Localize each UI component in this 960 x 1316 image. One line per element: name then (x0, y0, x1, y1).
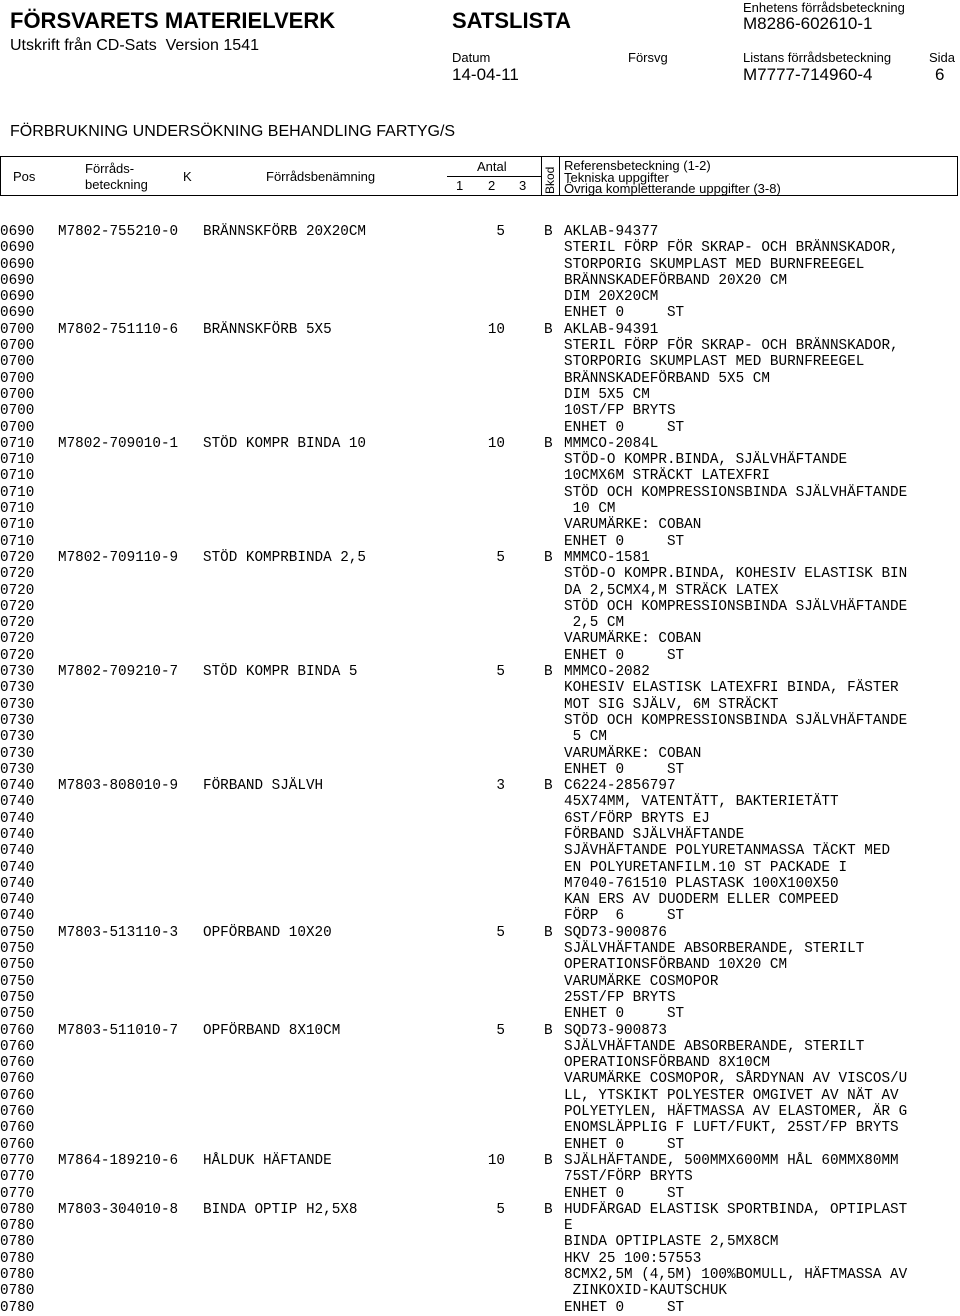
row-pos: 0710 (0, 484, 35, 501)
row-pos: 0730 (0, 696, 35, 713)
column-header (0, 156, 958, 196)
row-pos: 0740 (0, 843, 35, 860)
row-pos: 0700 (0, 370, 35, 387)
row-reference: 5 CM (564, 729, 607, 746)
row-bkod: B (544, 778, 553, 795)
list-row (0, 1104, 960, 1120)
list-row (0, 876, 960, 892)
row-reference: 10ST/FP BRYTS (564, 403, 676, 420)
row-bkod: B (544, 549, 553, 566)
row-bkod: B (544, 1152, 553, 1169)
list-row (0, 941, 960, 957)
row-pos: 0700 (0, 419, 35, 436)
row-reference: ENHET 0 ST (564, 305, 685, 322)
list-row (0, 452, 960, 468)
row-reference: VARUMÄRKE COSMOPOR (564, 973, 719, 990)
list-row (0, 1186, 960, 1202)
row-pos: 0740 (0, 826, 35, 843)
row-pos: 0720 (0, 631, 35, 648)
row-reference: OPERATIONSFÖRBAND 8X10CM (564, 1055, 770, 1072)
list-row (0, 860, 960, 876)
list-row (0, 762, 960, 778)
row-pos: 0710 (0, 501, 35, 518)
row-pos: 0700 (0, 354, 35, 371)
row-quantity: 5 (496, 1201, 505, 1218)
row-reference: STORPORIG SKUMPLAST MED BURNFREEGEL (564, 256, 865, 273)
row-reference: STÖD OCH KOMPRESSIONSBINDA SJÄLVHÄFTANDE (564, 712, 908, 729)
row-bkod: B (544, 924, 553, 941)
row-pos: 0720 (0, 615, 35, 632)
row-pos: 0780 (0, 1250, 35, 1267)
row-quantity: 10 (487, 1152, 505, 1169)
col-ref-1: Referensbeteckning (1-2) (564, 158, 711, 173)
list-row (0, 224, 960, 240)
row-pos: 0770 (0, 1169, 35, 1186)
list-row (0, 1023, 960, 1039)
row-quantity: 5 (496, 1022, 505, 1039)
list-row (0, 420, 960, 436)
row-item-id: M7803-304010-8 (58, 1201, 179, 1218)
list-row (0, 322, 960, 338)
page-number: 6 (935, 65, 945, 84)
list-row (0, 403, 960, 419)
row-item-id: M7802-709210-7 (58, 664, 179, 681)
row-quantity: 5 (496, 224, 505, 240)
row-pos: 0780 (0, 1201, 35, 1218)
row-reference: BRÄNNSKADEFÖRBAND 20X20 CM (564, 272, 788, 289)
row-reference: BINDA OPTIPLASTE 2,5MX8CM (564, 1234, 779, 1251)
row-pos: 0740 (0, 859, 35, 876)
list-row (0, 273, 960, 289)
row-pos: 0690 (0, 256, 35, 273)
list-row (0, 925, 960, 941)
row-reference: STÖD OCH KOMPRESSIONSBINDA SJÄLVHÄFTANDE (564, 484, 908, 501)
row-item-name: STÖD KOMPRBINDA 2,5 (203, 549, 367, 566)
row-pos: 0740 (0, 908, 35, 925)
row-pos: 0740 (0, 810, 35, 827)
row-quantity: 5 (496, 664, 505, 681)
row-reference: SJÄVHÄFTANDE POLYURETANMASSA TÄCKT MED (564, 843, 891, 860)
row-pos: 0730 (0, 712, 35, 729)
list-row (0, 436, 960, 452)
row-item-name: STÖD KOMPR BINDA 10 (203, 435, 367, 452)
list-row (0, 240, 960, 256)
date-label: Datum (452, 50, 491, 65)
list-row (0, 1169, 960, 1185)
row-reference: FÖRBAND SJÄLVHÄFTANDE (564, 826, 745, 843)
row-reference: ENOMSLÄPPLIG F LUFT/FUKT, 25ST/FP BRYTS (564, 1120, 899, 1137)
row-item-name: BINDA OPTIP H2,5X8 (203, 1201, 358, 1218)
col-pos: Pos (13, 169, 36, 184)
list-row (0, 892, 960, 908)
row-reference: HUDFÄRGAD ELASTISK SPORTBINDA, OPTIPLAST (564, 1201, 908, 1218)
row-pos: 0700 (0, 386, 35, 403)
row-pos: 0690 (0, 224, 35, 240)
row-pos: 0770 (0, 1152, 35, 1169)
col-name: Förrådsbenämning (266, 169, 376, 184)
row-pos: 0750 (0, 973, 35, 990)
row-pos: 0780 (0, 1283, 35, 1300)
list-row (0, 990, 960, 1006)
row-reference: ENHET 0 ST (564, 533, 685, 550)
list-row (0, 1153, 960, 1169)
list-row (0, 1137, 960, 1153)
row-reference: 6ST/FÖRP BRYTS EJ (564, 810, 710, 827)
row-pos: 0700 (0, 338, 35, 355)
row-reference: VARUMÄRKE COSMOPOR, SÅRDYNAN AV VISCOS/U (564, 1071, 908, 1088)
list-row (0, 517, 960, 533)
row-reference: ZINKOXID-KAUTSCHUK (564, 1283, 728, 1300)
list-row (0, 1006, 960, 1022)
list-row (0, 974, 960, 990)
list-row (0, 257, 960, 273)
row-reference: MOT SIG SJÄLV, 6M STRÄCKT (564, 696, 779, 713)
row-reference: SJÄLVHÄFTANDE ABSORBERANDE, STERILT (564, 941, 865, 958)
list-row (0, 354, 960, 370)
row-reference: DA 2,5CMX4,M STRÄCK LATEX (564, 582, 779, 599)
row-item-id: M7802-709010-1 (58, 435, 179, 452)
row-reference: SQD73-900873 (564, 1022, 667, 1039)
row-pos: 0730 (0, 729, 35, 746)
row-reference: SJÄLHÄFTANDE, 500MMX600MM HÅL 60MMX80MM (564, 1152, 899, 1169)
list-row (0, 566, 960, 582)
col-antal-3: 3 (519, 178, 527, 193)
row-reference: STERIL FÖRP FÖR SKRAP- OCH BRÄNNSKADOR, (564, 338, 899, 355)
row-item-id: M7802-751110-6 (58, 321, 179, 338)
row-reference: KOHESIV ELASTISK LATEXFRI BINDA, FÄSTER (564, 680, 899, 697)
row-reference: ENHET 0 ST (564, 1299, 685, 1316)
row-bkod: B (544, 1022, 553, 1039)
list-row (0, 908, 960, 924)
row-bkod: B (544, 435, 553, 452)
list-row (0, 713, 960, 729)
row-pos: 0760 (0, 1104, 35, 1121)
row-reference: MMMCO-1581 (564, 549, 650, 566)
row-reference: OPERATIONSFÖRBAND 10X20 CM (564, 957, 788, 974)
col-k: K (183, 169, 192, 184)
row-item-name: STÖD KOMPR BINDA 5 (203, 664, 358, 681)
row-item-id: M7803-511010-7 (58, 1022, 179, 1039)
row-reference: STÖD-O KOMPR.BINDA, SJÄLVHÄFTANDE (564, 452, 848, 469)
page-subtitle: FÖRBRUKNING UNDERSÖKNING BEHANDLING FARTYG/S (10, 123, 456, 140)
list-row (0, 1071, 960, 1087)
list-row (0, 697, 960, 713)
row-bkod: B (544, 224, 553, 240)
row-reference: C6224-2856797 (564, 778, 676, 795)
list-row (0, 387, 960, 403)
row-item-name: OPFÖRBAND 8X10CM (203, 1022, 341, 1039)
bkod-divider-right (559, 157, 560, 195)
list-id: M7777-714960-4 (743, 65, 873, 84)
row-pos: 0760 (0, 1071, 35, 1088)
list-row (0, 648, 960, 664)
row-reference: DIM 20X20CM (564, 289, 659, 306)
row-pos: 0700 (0, 403, 35, 420)
row-reference: MMMCO-2084L (564, 435, 659, 452)
list-row (0, 811, 960, 827)
list-row (0, 534, 960, 550)
row-pos: 0730 (0, 664, 35, 681)
row-pos: 0780 (0, 1299, 35, 1316)
row-pos: 0750 (0, 1006, 35, 1023)
list-row (0, 550, 960, 566)
list-type-title: SATSLISTA (452, 8, 571, 33)
row-reference: AKLAB-94391 (564, 321, 659, 338)
row-reference: BRÄNNSKADEFÖRBAND 5X5 CM (564, 370, 770, 387)
row-reference: VARUMÄRKE: COBAN (564, 517, 702, 534)
row-reference: ENHET 0 ST (564, 761, 685, 778)
row-reference: 45X74MM, VATENTÄTT, BAKTERIETÄTT (564, 794, 839, 811)
row-reference: STORPORIG SKUMPLAST MED BURNFREEGEL (564, 354, 865, 371)
col-bkod: Bkod (543, 166, 557, 194)
row-pos: 0710 (0, 468, 35, 485)
row-reference: DIM 5X5 CM (564, 386, 650, 403)
row-pos: 0760 (0, 1038, 35, 1055)
list-row (0, 1202, 960, 1218)
row-reference: EN POLYURETANFILM.10 ST PACKADE I (564, 859, 848, 876)
row-pos: 0710 (0, 435, 35, 452)
row-pos: 0690 (0, 289, 35, 306)
row-reference: SQD73-900876 (564, 924, 667, 941)
list-row (0, 631, 960, 647)
row-reference: 10CMX6M STRÄCKT LATEXFRI (564, 468, 770, 485)
row-reference: 10 CM (564, 501, 616, 518)
list-row (0, 338, 960, 354)
row-pos: 0770 (0, 1185, 35, 1202)
row-reference: M7040-761510 PLASTASK 100X100X50 (564, 875, 839, 892)
row-reference: KAN ERS AV DUODERM ELLER COMPEED (564, 892, 839, 909)
list-row (0, 1055, 960, 1071)
row-reference: E (564, 1218, 573, 1235)
row-reference: ENHET 0 ST (564, 1136, 685, 1153)
row-item-id: M7803-513110-3 (58, 924, 179, 941)
row-reference: POLYETYLEN, HÄFTMASSA AV ELASTOMER, ÄR G (564, 1104, 908, 1121)
item-list (0, 224, 960, 1316)
row-item-name: OPFÖRBAND 10X20 (203, 924, 332, 941)
unit-id-label: Enhetens förrådsbeteckning (743, 0, 905, 15)
row-reference: FÖRP 6 ST (564, 908, 685, 925)
col-forrads-1: Förråds- (85, 161, 135, 176)
list-row (0, 778, 960, 794)
row-quantity: 3 (496, 778, 505, 795)
row-reference: STERIL FÖRP FÖR SKRAP- OCH BRÄNNSKADOR, (564, 240, 899, 257)
list-row (0, 289, 960, 305)
row-reference: STÖD-O KOMPR.BINDA, KOHESIV ELASTISK BIN (564, 566, 908, 583)
row-item-id: M7802-709110-9 (58, 549, 179, 566)
list-row (0, 468, 960, 484)
unit-id: M8286-602610-1 (743, 14, 873, 33)
row-item-id: M7803-808010-9 (58, 778, 179, 795)
row-pos: 0690 (0, 305, 35, 322)
row-quantity: 5 (496, 924, 505, 941)
list-row (0, 1283, 960, 1299)
list-row (0, 664, 960, 680)
col-antal-2: 2 (488, 178, 496, 193)
row-pos: 0720 (0, 647, 35, 664)
list-row (0, 1234, 960, 1250)
row-pos: 0690 (0, 240, 35, 257)
row-item-name: FÖRBAND SJÄLVH (203, 778, 324, 795)
col-antal: Antal (477, 159, 507, 174)
col-ref-2: Tekniska uppgifter (564, 170, 669, 185)
row-bkod: B (544, 321, 553, 338)
row-reference: ENHET 0 ST (564, 1185, 685, 1202)
list-row (0, 680, 960, 696)
row-reference: LL, YTSKIKT POLYESTER OMGIVET AV NÄT AV (564, 1087, 899, 1104)
row-reference: SJÄLVHÄFTANDE ABSORBERANDE, STERILT (564, 1038, 865, 1055)
list-id-label: Listans förrådsbeteckning (743, 50, 892, 65)
list-row (0, 843, 960, 859)
row-pos: 0740 (0, 875, 35, 892)
row-pos: 0750 (0, 924, 35, 941)
row-pos: 0740 (0, 794, 35, 811)
row-reference: MMMCO-2082 (564, 664, 650, 681)
list-row (0, 1267, 960, 1283)
row-pos: 0710 (0, 533, 35, 550)
list-row (0, 746, 960, 762)
list-row (0, 1251, 960, 1267)
row-reference: 25ST/FP BRYTS (564, 989, 676, 1006)
row-bkod: B (544, 1201, 553, 1218)
row-pos: 0750 (0, 957, 35, 974)
row-reference: 75ST/FÖRP BRYTS (564, 1169, 693, 1186)
list-row (0, 583, 960, 599)
row-pos: 0720 (0, 582, 35, 599)
list-row (0, 957, 960, 973)
list-row (0, 1120, 960, 1136)
list-row (0, 485, 960, 501)
row-pos: 0750 (0, 941, 35, 958)
row-pos: 0780 (0, 1218, 35, 1235)
list-row (0, 615, 960, 631)
row-reference: VARUMÄRKE: COBAN (564, 631, 702, 648)
list-row (0, 305, 960, 321)
list-row (0, 501, 960, 517)
row-pos: 0760 (0, 1087, 35, 1104)
row-pos: 0720 (0, 549, 35, 566)
printout-info: Utskrift från CD-Sats Version 1541 (10, 37, 259, 54)
col-antal-1: 1 (456, 178, 464, 193)
col-ref-3: Övriga kompletterande uppgifter (3-8) (564, 181, 781, 196)
row-reference: AKLAB-94377 (564, 224, 659, 240)
row-pos: 0730 (0, 761, 35, 778)
row-pos: 0760 (0, 1136, 35, 1153)
forsvg-label: Försvg (628, 50, 668, 65)
row-pos: 0760 (0, 1120, 35, 1137)
row-reference: 8CMX2,5M (4,5M) 100%BOMULL, HÄFTMASSA AV (564, 1267, 908, 1283)
list-row (0, 1088, 960, 1104)
row-pos: 0730 (0, 680, 35, 697)
row-reference: HKV 25 100:57553 (564, 1250, 702, 1267)
row-bkod: B (544, 664, 553, 681)
row-quantity: 10 (487, 435, 505, 452)
row-pos: 0710 (0, 517, 35, 534)
row-pos: 0700 (0, 321, 35, 338)
row-pos: 0780 (0, 1234, 35, 1251)
row-quantity: 10 (487, 321, 505, 338)
row-quantity: 5 (496, 549, 505, 566)
row-pos: 0760 (0, 1022, 35, 1039)
date-value: 14-04-11 (452, 65, 519, 84)
row-pos: 0710 (0, 452, 35, 469)
list-row (0, 794, 960, 810)
list-row (0, 729, 960, 745)
row-pos: 0740 (0, 892, 35, 909)
row-reference: ENHET 0 ST (564, 647, 685, 664)
antal-divider (447, 176, 541, 177)
row-pos: 0760 (0, 1055, 35, 1072)
row-item-name: BRÄNNSKFÖRB 5X5 (203, 321, 332, 338)
row-pos: 0750 (0, 989, 35, 1006)
page-label: Sida (929, 50, 956, 65)
list-row (0, 1039, 960, 1055)
row-pos: 0730 (0, 745, 35, 762)
list-row (0, 827, 960, 843)
row-pos: 0720 (0, 566, 35, 583)
col-forrads-2: beteckning (85, 177, 148, 192)
row-reference: ENHET 0 ST (564, 419, 685, 436)
row-reference: ENHET 0 ST (564, 1006, 685, 1023)
row-item-name: BRÄNNSKFÖRB 20X20CM (203, 224, 367, 240)
row-item-name: HÅLDUK HÄFTANDE (203, 1152, 332, 1169)
list-row (0, 599, 960, 615)
row-pos: 0720 (0, 598, 35, 615)
row-pos: 0740 (0, 778, 35, 795)
row-pos: 0690 (0, 272, 35, 289)
row-reference: 2,5 CM (564, 615, 625, 632)
row-item-id: M7802-755210-0 (58, 224, 179, 240)
list-row (0, 1300, 960, 1316)
row-reference: STÖD OCH KOMPRESSIONSBINDA SJÄLVHÄFTANDE (564, 598, 908, 615)
row-pos: 0780 (0, 1267, 35, 1283)
row-item-id: M7864-189210-6 (58, 1152, 179, 1169)
list-row (0, 1218, 960, 1234)
org-title: FÖRSVARETS MATERIELVERK (10, 8, 336, 33)
list-row (0, 371, 960, 387)
row-reference: VARUMÄRKE: COBAN (564, 745, 702, 762)
